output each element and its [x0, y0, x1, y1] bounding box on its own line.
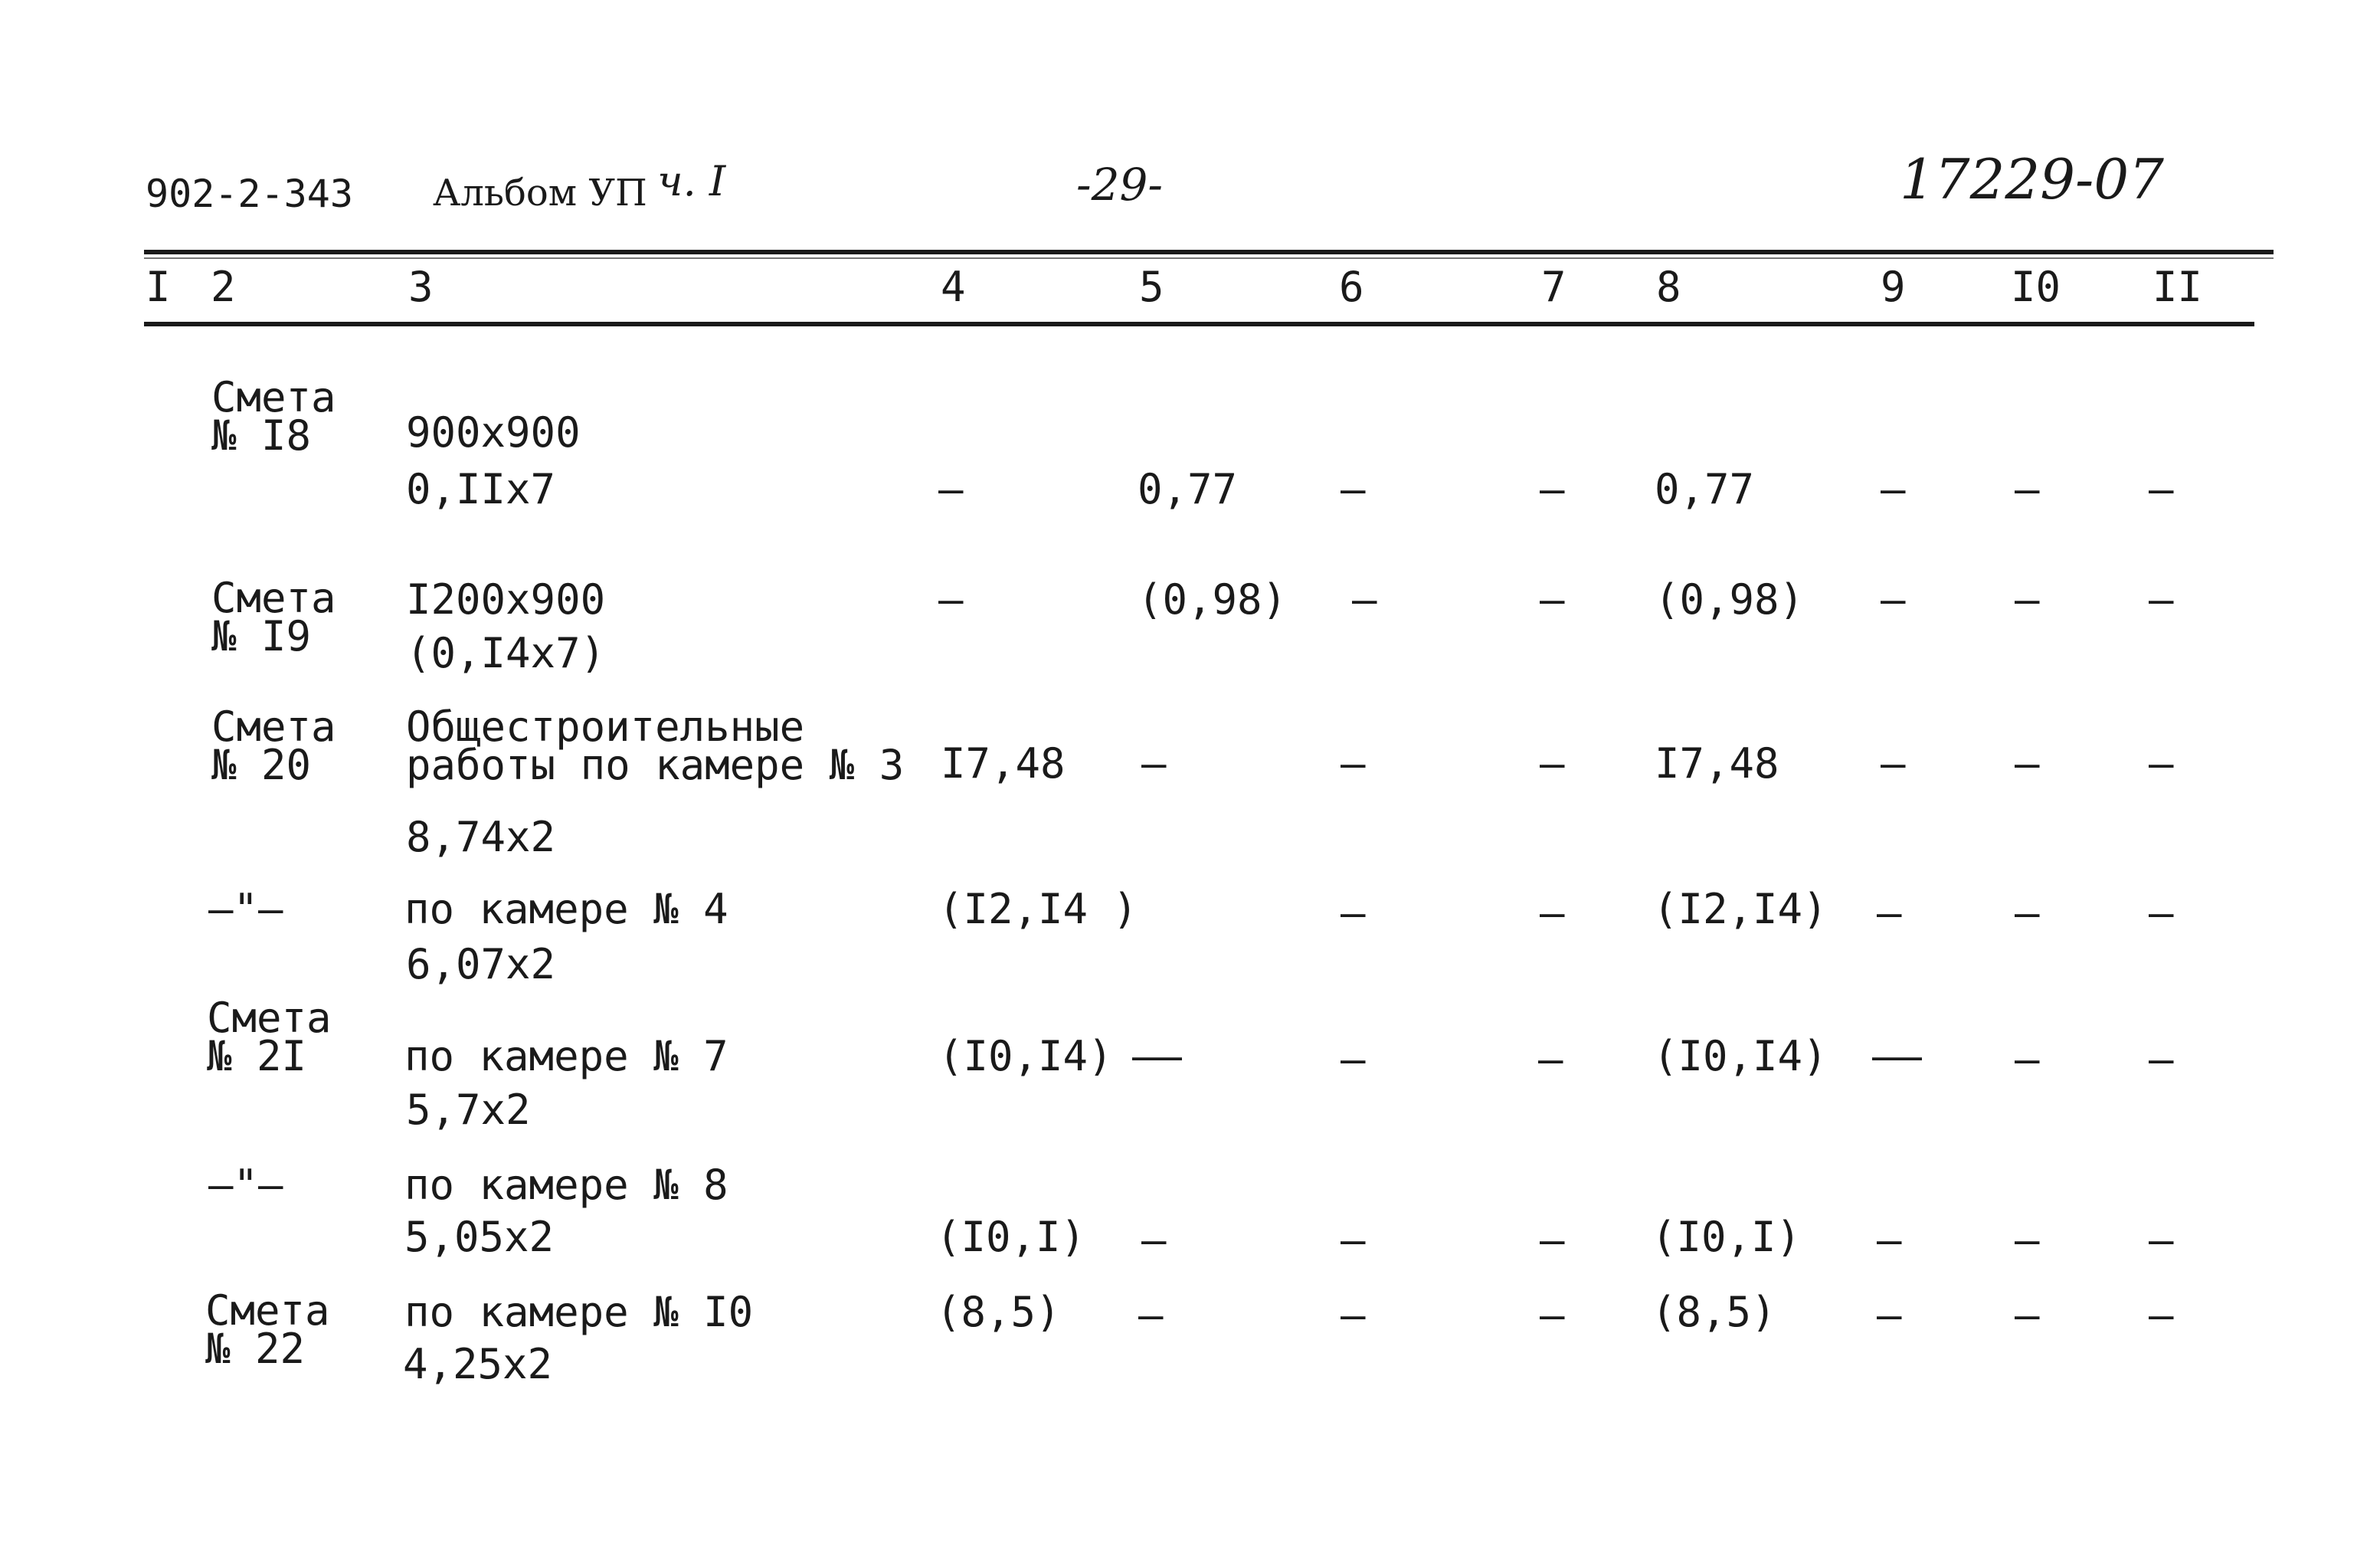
row-6-col4: (I0,I) [936, 1213, 1086, 1261]
header-bottom-rule [144, 322, 2254, 326]
row-4-ref: –"– [208, 885, 283, 933]
doc-number: 17229-07 [1900, 147, 2164, 211]
row-7-col4: (8,5) [936, 1288, 1061, 1336]
row-5-col11: – [2149, 1035, 2174, 1083]
row-2-col8: (0,98) [1655, 575, 1805, 624]
row-2-col7: – [1540, 575, 1565, 624]
row-7-col6: – [1341, 1291, 1366, 1339]
column-header-1: I [146, 263, 171, 311]
row-4-desc: по камере № 4 [404, 885, 728, 933]
row-1-desc2: 0,IIх7 [406, 465, 556, 513]
column-header-7: 7 [1541, 263, 1566, 311]
row-1-col10: – [2015, 465, 2040, 513]
row-1-col8: 0,77 [1655, 465, 1755, 513]
row-3-col5: – [1141, 739, 1167, 788]
row-1-col6: – [1341, 465, 1366, 513]
row-7-ref: Смета № 22 [205, 1286, 330, 1373]
row-2-ref: Смета № I9 [211, 574, 336, 660]
row-5-col10: – [2015, 1035, 2040, 1083]
column-header-5: 5 [1139, 263, 1164, 311]
row-5-col9: –– [1872, 1032, 1923, 1080]
row-2-col6: – [1352, 575, 1377, 624]
row-3-col11: – [2149, 739, 2174, 788]
column-header-8: 8 [1656, 263, 1681, 311]
row-4-col11: – [2149, 889, 2174, 937]
row-7-col9: – [1877, 1291, 1902, 1339]
column-header-4: 4 [941, 263, 966, 311]
row-1-desc: 900х900 [406, 408, 581, 457]
row-7-col8: (8,5) [1652, 1288, 1776, 1336]
row-6-col6: – [1341, 1216, 1366, 1264]
row-6-desc2: 5,05х2 [404, 1213, 555, 1261]
row-4-col8: (I2,I4) [1653, 885, 1828, 933]
row-2-col10: – [2015, 575, 2040, 624]
column-header-2: 2 [211, 263, 236, 311]
row-3-col6: – [1341, 739, 1366, 788]
row-4-col4: (I2,I4 ) [938, 885, 1138, 933]
row-7-desc: по камере № I0 [404, 1288, 754, 1336]
row-4-desc2: 6,07х2 [406, 940, 556, 988]
row-3-col7: – [1540, 739, 1565, 788]
row-6-ref: –"– [208, 1161, 283, 1209]
row-5-col4: (I0,I4) [938, 1032, 1113, 1080]
row-3-ref: Смета № 20 [211, 703, 336, 789]
top-rule [144, 250, 2274, 254]
row-6-col10: – [2015, 1216, 2040, 1264]
part-label: ч. I [657, 157, 726, 205]
row-7-col10: – [2015, 1291, 2040, 1339]
row-1-col11: – [2149, 465, 2174, 513]
row-5-desc2: 5,7х2 [406, 1086, 531, 1134]
row-4-col9: – [1877, 889, 1902, 937]
top-rule-thin [144, 257, 2274, 259]
row-7-desc2: 4,25х2 [403, 1340, 553, 1388]
row-2-desc: I200х900 [406, 575, 606, 624]
row-5-col8: (I0,I4) [1653, 1032, 1828, 1080]
column-header-6: 6 [1339, 263, 1364, 311]
row-7-col11: – [2149, 1291, 2174, 1339]
row-7-col5: – [1138, 1291, 1164, 1339]
row-6-desc: по камере № 8 [404, 1161, 728, 1209]
row-1-ref: Смета № I8 [211, 373, 336, 460]
row-2-desc2: (0,I4х7) [406, 629, 606, 677]
row-1-col4: – [938, 465, 964, 513]
row-6-col9: – [1877, 1216, 1902, 1264]
row-3-col4: I7,48 [941, 739, 1066, 788]
column-header-11: II [2152, 263, 2203, 311]
row-3-desc2: 8,74х2 [406, 813, 556, 861]
row-5-col6: – [1341, 1035, 1366, 1083]
column-header-10: I0 [2011, 263, 2061, 311]
row-6-col11: – [2149, 1216, 2174, 1264]
row-1-col9: – [1881, 465, 1906, 513]
row-6-col5: – [1141, 1216, 1167, 1264]
row-6-col7: – [1540, 1216, 1565, 1264]
column-header-9: 9 [1881, 263, 1906, 311]
row-4-col6: – [1341, 889, 1366, 937]
row-3-col8: I7,48 [1655, 739, 1779, 788]
row-3-col9: – [1881, 739, 1906, 788]
row-5-ref: Смета № 2I [207, 994, 332, 1080]
row-2-col4: – [938, 575, 964, 624]
row-6-col8: (I0,I) [1652, 1213, 1802, 1261]
row-7-col7: – [1540, 1291, 1565, 1339]
row-2-col9: – [1881, 575, 1906, 624]
row-1-col5: 0,77 [1138, 465, 1238, 513]
column-header-3: 3 [408, 263, 434, 311]
row-2-col5: (0,98) [1138, 575, 1288, 624]
page-number: -29- [1076, 159, 1163, 211]
row-4-col10: – [2015, 889, 2040, 937]
row-4-col7: – [1540, 889, 1565, 937]
row-5-col7: – [1538, 1035, 1563, 1083]
row-3-col10: – [2015, 739, 2040, 788]
row-2-col11: – [2149, 575, 2174, 624]
row-3-desc: Общестроительные работы по камере № 3 [406, 703, 905, 789]
row-5-col5: –– [1132, 1032, 1183, 1080]
album-label: Альбом УП [433, 172, 647, 215]
doc-code: 902-2-343 [146, 172, 353, 216]
row-1-col7: – [1540, 465, 1565, 513]
row-5-desc: по камере № 7 [404, 1032, 728, 1080]
